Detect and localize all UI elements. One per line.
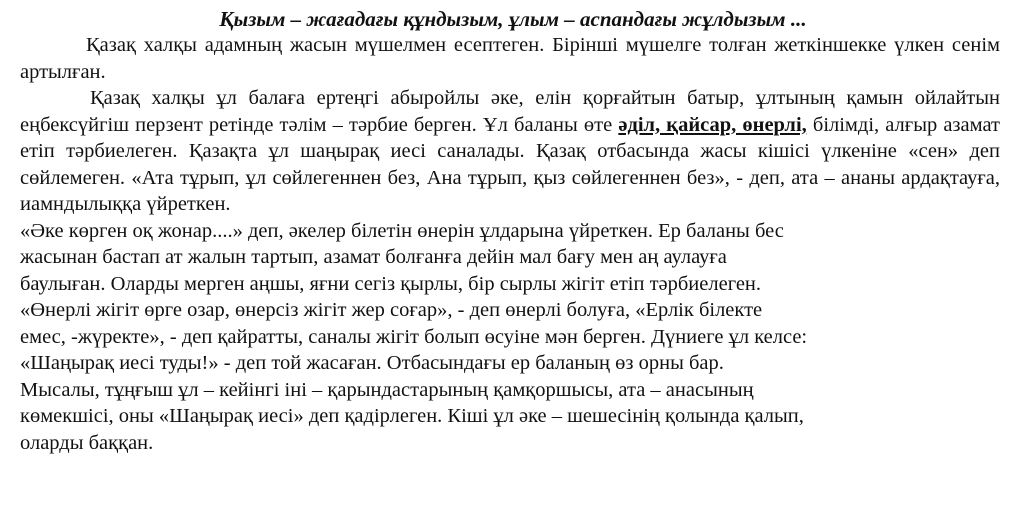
- paragraph-3-line: емес, -жүректе», - деп қайратты, саналы жігіт болып өсуіне мән берген. Дүниеге ұл келсе:: [20, 325, 808, 348]
- paragraph-2: [20, 85, 1000, 218]
- document-title: Қызым – жағадағы құндызым, ұлым – аспандағы жұлдызым ...: [219, 7, 807, 31]
- paragraph-3-line: Мысалы, тұңғыш ұл – кейінгі іні – қарындастарының қамқоршысы, ата – анасының: [20, 378, 754, 401]
- paragraph-3-line: «Әке көрген оқ жонар....» деп, әкелер білетін өнерін ұлдарына үйреткен. Ер баланы бес: [20, 219, 784, 242]
- paragraph-3: [20, 218, 1000, 457]
- paragraph-2-text-after: білімді, алғыр азамат етіп тәрбиелеген. Қазақта ұл шаңырақ иесі саналады. Қазақ отбасында жасы кішісі үлкеніне «сен» деп сөйлемеген. «Ата тұрып, ұл сөйлегеннен без, Ана тұрып, қыз сөйлегеннен без», - деп, ата – ананы ардақтауға, иамндылыққа үйреткен.: [20, 113, 1000, 215]
- paragraph-3-line: жасынан бастап ат жалын тартып, азамат болғанға дейін мал бағу мен аң аулауға: [20, 246, 727, 268]
- paragraph-3-line: баулыған. Оларды мерген аңшы, яғни сегіз қырлы, бір сырлы жігіт етіп тәрбиелеген.: [20, 272, 762, 295]
- paragraph-3-line: «Өнерлі жігіт өрге озар, өнерсіз жігіт жер соғар», - деп өнерлі болуға, «Ерлік білекте: [20, 299, 763, 321]
- paragraph-3-line: көмекшісі, оны «Шаңырақ иесі» деп қадірлеген. Кіші ұл әке – шешесінің қолында қалып,: [20, 405, 804, 427]
- paragraph-2-text-before: Қазақ халқы ұл балаға ертеңгі абыройлы әке, елін қорғайтын батыр, ұлтының қамын ойлайтын еңбексүйгіш перзент ретінде тәлім – тәрбие берген. Ұл баланы өте: [20, 87, 1000, 136]
- paragraph-3-line: оларды баққан.: [20, 431, 154, 454]
- document-page: [20, 6, 1000, 456]
- paragraph-1: Қазақ халқы адамның жасын мүшелмен есептеген. Бірінші мүшелге толған жеткіншекке үлкен сенім артылған.: [20, 34, 1000, 83]
- paragraph-2-emphasis: әділ, қайсар, өнерлі,: [618, 113, 807, 136]
- paragraph-3-line: «Шаңырақ иесі туды!» - деп той жасаған. Отбасындағы ер баланың өз орны бар.: [20, 352, 724, 374]
